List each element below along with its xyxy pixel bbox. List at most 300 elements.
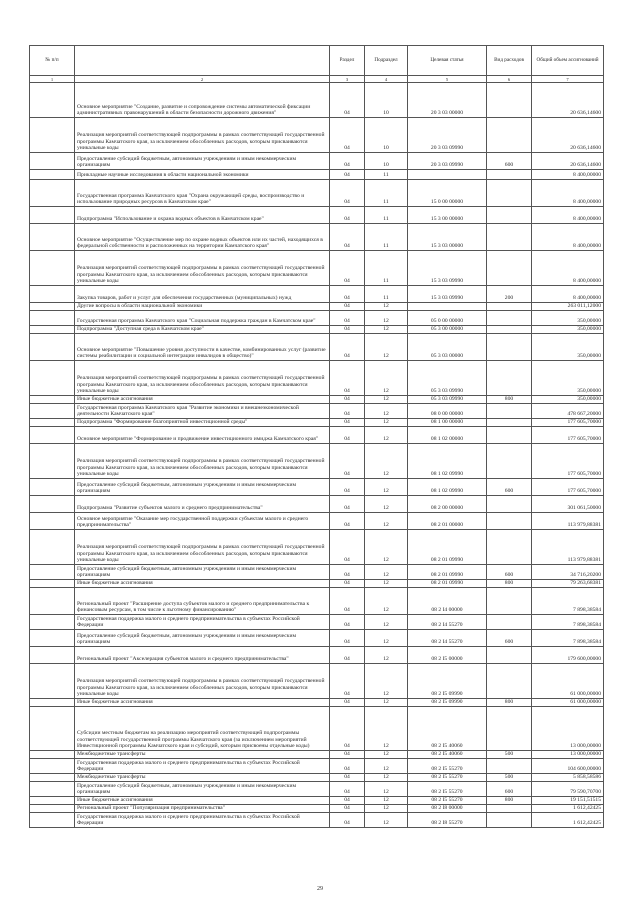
target-article-cell: 20 3 03 09990 [408,118,487,153]
target-article-cell: 05 3 03 09990 [408,361,487,396]
item-name-cell: Реализация мероприятий соответствующей подпрограммы в рамках соответствующей государственной программы Камчатского края, за исключением обособленных расходов, которым присваиваются уникальные коды [75,118,330,153]
header-razdel: Раздел [330,46,365,76]
expense-type-cell [487,404,532,419]
row-number-cell [30,479,75,496]
row-number-cell [30,707,75,751]
razdel-cell: 04 [330,326,365,334]
target-article-cell: 15 0 00 00000 [408,180,487,207]
column-index-row [30,76,604,83]
razdel-cell: 04 [330,782,365,797]
expense-type-cell [487,427,532,444]
table-row [30,759,604,774]
podrazdel-cell: 12 [365,664,408,699]
expense-type-cell: 600 [487,782,532,797]
row-number-cell [30,664,75,699]
target-article-cell: 08 2 I5 40060 [408,751,487,759]
target-article-cell: 08 2 I4 55270 [408,630,487,647]
table-row [30,444,604,479]
item-name-cell: Реализация мероприятий соответствующей подпрограммы в рамках соответствующей государственной программы Камчатского края, за исключением обособленных расходов, которым присваиваются уникальные коды [75,530,330,565]
table-row [30,427,604,444]
total-cell: 7 898,38584 [532,588,604,615]
budget-table [29,45,604,828]
item-name-cell: Государственная программа Камчатского края "Социальная поддержка граждан в Камчатском крае" [75,311,330,326]
razdel-cell: 04 [330,615,365,630]
table-row [30,303,604,311]
razdel-cell: 04 [330,83,365,118]
podrazdel-cell: 12 [365,588,408,615]
page-number: 29 [317,886,323,892]
item-name-cell: Основное мероприятие "Формирование и продвижение инвестиционного имиджа Камчатского края" [75,427,330,444]
item-name-cell: Подпрограмма "Использование и охрана водных объектов в Камчатском крае" [75,207,330,224]
total-cell: 1 612,42425 [532,813,604,828]
item-name-cell: Подпрограмма "Развитие субъектов малого и среднего предпринимательства" [75,496,330,513]
expense-type-cell [487,615,532,630]
table-row [30,813,604,828]
item-name-cell: Предоставление субсидий бюджетным, автономным учреждениям и иным некоммерческим организациям [75,565,330,580]
target-article-cell: 20 3 03 09990 [408,153,487,170]
expense-type-cell: 800 [487,396,532,404]
table-row [30,496,604,513]
total-cell: 350,00000 [532,396,604,404]
row-number-cell [30,427,75,444]
row-number-cell [30,207,75,224]
podrazdel-cell: 12 [365,751,408,759]
target-article-cell: 08 2 I4 00000 [408,588,487,615]
table-row [30,334,604,361]
table-row [30,513,604,530]
expense-type-cell [487,361,532,396]
header-total: Общий объем ассигнований [532,46,604,76]
razdel-cell: 04 [330,361,365,396]
item-name-cell: Предоставление субсидий бюджетным, автономным учреждениям и иным некоммерческим организациям [75,630,330,647]
table-header-row [30,46,604,76]
razdel-cell: 04 [330,404,365,419]
target-article-cell: 15 3 00 00000 [408,207,487,224]
expense-type-cell [487,334,532,361]
row-number-cell [30,303,75,311]
table-row [30,326,604,334]
table-row [30,311,604,326]
podrazdel-cell: 12 [365,513,408,530]
target-article-cell: 08 1 00 00000 [408,419,487,427]
item-name-cell: Иные бюджетные ассигнования [75,396,330,404]
razdel-cell: 04 [330,530,365,565]
target-article-cell [408,170,487,180]
podrazdel-cell: 10 [365,153,408,170]
total-cell: 5 858,58586 [532,774,604,782]
expense-type-cell [487,647,532,664]
expense-type-cell: 600 [487,630,532,647]
podrazdel-cell: 12 [365,419,408,427]
total-cell: 350,00000 [532,326,604,334]
razdel-cell: 04 [330,647,365,664]
table-row [30,774,604,782]
target-article-cell: 08 2 I5 00000 [408,647,487,664]
target-article-cell: 08 1 02 09990 [408,444,487,479]
table-row [30,118,604,153]
total-cell: 13 000,00000 [532,751,604,759]
table-row [30,251,604,286]
podrazdel-cell: 12 [365,699,408,707]
item-name-cell: Иные бюджетные ассигнования [75,699,330,707]
row-number-cell [30,647,75,664]
total-cell: 7 898,38584 [532,630,604,647]
target-article-cell: 08 2 01 00000 [408,513,487,530]
target-article-cell: 08 2 I5 55270 [408,759,487,774]
row-number-cell [30,396,75,404]
razdel-cell: 04 [330,180,365,207]
index-cell: 7 [532,76,604,83]
row-number-cell [30,496,75,513]
podrazdel-cell: 11 [365,286,408,303]
table-row [30,647,604,664]
total-cell: 177 605,70000 [532,427,604,444]
razdel-cell: 04 [330,419,365,427]
item-name-cell: Закупка товаров, работ и услуг для обеспечения государственных (муниципальных) нужд [75,286,330,303]
row-number-cell [30,615,75,630]
header-target-article: Целевая статья [408,46,487,76]
expense-type-cell [487,759,532,774]
row-number-cell [30,774,75,782]
index-cell: 1 [30,76,75,83]
table-row [30,170,604,180]
table-row [30,530,604,565]
item-name-cell: Региональный проект "Популяризация предпринимательства" [75,805,330,813]
razdel-cell: 04 [330,303,365,311]
target-article-cell: 08 2 I5 55270 [408,782,487,797]
row-number-cell [30,588,75,615]
item-name-cell: Подпрограмма "Доступная среда в Камчатском крае" [75,326,330,334]
expense-type-cell: 200 [487,286,532,303]
expense-type-cell [487,813,532,828]
target-article-cell: 08 2 I8 55270 [408,813,487,828]
total-cell: 19 151,51515 [532,797,604,805]
expense-type-cell: 800 [487,699,532,707]
table-row [30,224,604,251]
expense-type-cell [487,180,532,207]
total-cell: 104 600,00000 [532,759,604,774]
razdel-cell: 04 [330,479,365,496]
row-number-cell [30,224,75,251]
row-number-cell [30,513,75,530]
row-number-cell [30,170,75,180]
total-cell: 179 600,00000 [532,647,604,664]
razdel-cell: 04 [330,664,365,699]
row-number-cell [30,630,75,647]
expense-type-cell [487,83,532,118]
index-cell: 5 [408,76,487,83]
total-cell: 61 000,00000 [532,664,604,699]
table-row [30,83,604,118]
podrazdel-cell: 12 [365,759,408,774]
podrazdel-cell: 12 [365,303,408,311]
razdel-cell: 04 [330,751,365,759]
total-cell: 177 605,70000 [532,444,604,479]
table-row [30,361,604,396]
podrazdel-cell: 12 [365,813,408,828]
expense-type-cell [487,530,532,565]
expense-type-cell: 600 [487,565,532,580]
razdel-cell: 04 [330,513,365,530]
podrazdel-cell: 12 [365,630,408,647]
target-article-cell: 08 2 I5 09990 [408,699,487,707]
expense-type-cell [487,419,532,427]
razdel-cell: 04 [330,707,365,751]
total-cell: 34 716,20200 [532,565,604,580]
table-row [30,180,604,207]
row-number-cell [30,530,75,565]
total-cell: 113 979,88381 [532,530,604,565]
item-name-cell: Региональный проект "Акселерация субъектов малого и среднего предпринимательства" [75,647,330,664]
podrazdel-cell: 12 [365,496,408,513]
podrazdel-cell: 12 [365,396,408,404]
item-name-cell: Иные бюджетные ассигнования [75,797,330,805]
row-number-cell [30,419,75,427]
razdel-cell: 04 [330,565,365,580]
item-name-cell: Основное мероприятие "Создание, развитие и сопровождение системы автоматической фиксации административных правонарушений в области безопасности дорожного движения" [75,83,330,118]
header-name [75,46,330,76]
item-name-cell: Субсидии местным бюджетам на реализацию мероприятий соответствующей подпрограммы соответствующей государственной программы Камчатского края (за исключением мероприятий Инвестиционной программы Камчатского края и субсидий, которым присвоены отдельные коды) [75,707,330,751]
podrazdel-cell: 10 [365,83,408,118]
razdel-cell: 04 [330,153,365,170]
razdel-cell: 04 [330,251,365,286]
table-row [30,805,604,813]
row-number-cell [30,782,75,797]
razdel-cell: 04 [330,207,365,224]
item-name-cell: Подпрограмма "Формирование благоприятной инвестиционной среды" [75,419,330,427]
target-article-cell: 08 2 I5 55270 [408,774,487,782]
row-number-cell [30,326,75,334]
podrazdel-cell: 12 [365,615,408,630]
item-name-cell: Другие вопросы в области национальной экономики [75,303,330,311]
expense-type-cell [487,251,532,286]
index-cell: 2 [75,76,330,83]
expense-type-cell [487,496,532,513]
total-cell: 113 979,88381 [532,513,604,530]
item-name-cell: Предоставление субсидий бюджетным, автономным учреждениям и иным некоммерческим организациям [75,153,330,170]
total-cell: 20 636,14600 [532,153,604,170]
target-article-cell: 08 1 02 09990 [408,479,487,496]
podrazdel-cell: 11 [365,224,408,251]
target-article-cell: 15 3 03 09990 [408,251,487,286]
target-article-cell: 08 2 I5 09990 [408,664,487,699]
target-article-cell: 08 2 I5 40060 [408,707,487,751]
razdel-cell: 04 [330,311,365,326]
row-number-cell [30,83,75,118]
row-number-cell [30,334,75,361]
target-article-cell: 05 3 03 00000 [408,334,487,361]
header-podrazdel: Подраздел [365,46,408,76]
table-row [30,630,604,647]
podrazdel-cell: 12 [365,479,408,496]
expense-type-cell [487,170,532,180]
table-row [30,286,604,303]
total-cell: 7 898,38584 [532,615,604,630]
razdel-cell: 04 [330,170,365,180]
item-name-cell: Основное мероприятие "Повышение уровня доступности в качестве, комбинированных услуг (развитие системы реабилитации и социальной интеграции инвалидов в общество)" [75,334,330,361]
total-cell: 13 000,00000 [532,707,604,751]
row-number-cell [30,251,75,286]
row-number-cell [30,180,75,207]
podrazdel-cell: 12 [365,404,408,419]
table-row [30,782,604,797]
row-number-cell [30,813,75,828]
item-name-cell: Реализация мероприятий соответствующей подпрограммы в рамках соответствующей государственной программы Камчатского края, за исключением обособленных расходов, которым присваиваются уникальные коды [75,444,330,479]
podrazdel-cell: 12 [365,334,408,361]
podrazdel-cell: 11 [365,251,408,286]
index-cell: 6 [487,76,532,83]
total-cell: 20 636,14600 [532,83,604,118]
expense-type-cell [487,118,532,153]
item-name-cell: Государственная поддержка малого и среднего предпринимательства в субъектах Российской Федерации [75,615,330,630]
item-name-cell: Реализация мероприятий соответствующей подпрограммы в рамках соответствующей государственной программы Камчатского края, за исключением обособленных расходов, которым присваиваются уникальные коды [75,251,330,286]
podrazdel-cell: 12 [365,427,408,444]
podrazdel-cell: 10 [365,118,408,153]
item-name-cell: Реализация мероприятий соответствующей подпрограммы в рамках соответствующей государственной программы Камчатского края, за исключением обособленных расходов, которым присваиваются уникальные коды [75,664,330,699]
item-name-cell: Государственная поддержка малого и среднего предпринимательства в субъектах Российской Федерации [75,759,330,774]
item-name-cell: Государственная поддержка малого и среднего предпринимательства в субъектах Российской Федерации [75,813,330,828]
expense-type-cell [487,444,532,479]
total-cell: 61 000,00000 [532,699,604,707]
target-article-cell: 08 2 01 09990 [408,565,487,580]
razdel-cell: 04 [330,444,365,479]
total-cell: 79 590,70700 [532,782,604,797]
row-number-cell [30,153,75,170]
index-cell: 4 [365,76,408,83]
header-number: № п/п [30,46,75,76]
podrazdel-cell: 12 [365,707,408,751]
table-row [30,664,604,699]
podrazdel-cell: 11 [365,180,408,207]
table-row [30,699,604,707]
total-cell: 8 400,00000 [532,251,604,286]
razdel-cell: 04 [330,774,365,782]
podrazdel-cell: 12 [365,774,408,782]
expense-type-cell: 800 [487,797,532,805]
expense-type-cell [487,588,532,615]
table-row [30,615,604,630]
row-number-cell [30,751,75,759]
razdel-cell: 04 [330,286,365,303]
razdel-cell: 04 [330,805,365,813]
row-number-cell [30,580,75,588]
expense-type-cell: 800 [487,580,532,588]
index-cell: 3 [330,76,365,83]
total-cell: 301 061,50000 [532,496,604,513]
expense-type-cell [487,224,532,251]
item-name-cell: Межбюджетные трансферты [75,751,330,759]
target-article-cell [408,303,487,311]
podrazdel-cell: 11 [365,170,408,180]
target-article-cell: 08 1 02 00000 [408,427,487,444]
row-number-cell [30,311,75,326]
table-row [30,404,604,419]
expense-type-cell [487,513,532,530]
target-article-cell: 08 0 00 00000 [408,404,487,419]
razdel-cell: 04 [330,396,365,404]
podrazdel-cell: 12 [365,647,408,664]
target-article-cell: 08 2 I5 55270 [408,797,487,805]
target-article-cell: 05 3 03 09990 [408,396,487,404]
podrazdel-cell: 11 [365,207,408,224]
row-number-cell [30,565,75,580]
table-row [30,153,604,170]
target-article-cell: 08 2 I4 55270 [408,615,487,630]
expense-type-cell [487,207,532,224]
expense-type-cell [487,664,532,699]
table-row [30,396,604,404]
razdel-cell: 04 [330,496,365,513]
total-cell: 8 400,00000 [532,170,604,180]
item-name-cell: Государственная программа Камчатского края "Развитие экономики и внешнеэкономической деятельности Камчатского края" [75,404,330,419]
table-row [30,565,604,580]
razdel-cell: 04 [330,580,365,588]
podrazdel-cell: 12 [365,311,408,326]
header-expense-type: Вид расходов [487,46,532,76]
table-row [30,207,604,224]
razdel-cell: 04 [330,699,365,707]
item-name-cell: Иные бюджетные ассигнования [75,580,330,588]
item-name-cell: Основное мероприятие "Осуществление мер по охране водных объектов или их частей, находящихся в федеральной собственности и расположенных на территории Камчатского края" [75,224,330,251]
table-row [30,580,604,588]
total-cell: 1 612,42425 [532,805,604,813]
expense-type-cell [487,707,532,751]
total-cell: 177 605,70000 [532,419,604,427]
target-article-cell: 15 3 03 00000 [408,224,487,251]
table-row [30,479,604,496]
table-body [30,76,604,828]
expense-type-cell: 600 [487,153,532,170]
razdel-cell: 04 [330,630,365,647]
total-cell: 350,00000 [532,361,604,396]
item-name-cell: Прикладные научные исследования в области национальной экономики [75,170,330,180]
podrazdel-cell: 12 [365,326,408,334]
row-number-cell [30,361,75,396]
item-name-cell: Реализация мероприятий соответствующей подпрограммы в рамках соответствующей государственной программы Камчатского края, за исключением обособленных расходов, которым присваиваются уникальные коды [75,361,330,396]
row-number-cell [30,118,75,153]
target-article-cell: 08 2 00 00000 [408,496,487,513]
table-row [30,751,604,759]
row-number-cell [30,805,75,813]
razdel-cell: 04 [330,427,365,444]
expense-type-cell: 500 [487,774,532,782]
target-article-cell: 15 3 03 09990 [408,286,487,303]
total-cell: 79 263,68381 [532,580,604,588]
item-name-cell: Предоставление субсидий бюджетным, автономным учреждениям и иным некоммерческим организациям [75,782,330,797]
total-cell: 20 636,14600 [532,118,604,153]
expense-type-cell: 600 [487,479,532,496]
podrazdel-cell: 12 [365,565,408,580]
expense-type-cell [487,805,532,813]
razdel-cell: 04 [330,334,365,361]
row-number-cell [30,404,75,419]
podrazdel-cell: 12 [365,361,408,396]
expense-type-cell [487,326,532,334]
target-article-cell: 05 0 00 00000 [408,311,487,326]
target-article-cell: 08 2 01 09990 [408,580,487,588]
total-cell: 478 667,20000 [532,404,604,419]
total-cell: 8 400,00000 [532,286,604,303]
podrazdel-cell: 12 [365,782,408,797]
item-name-cell: Межбюджетные трансферты [75,774,330,782]
podrazdel-cell: 12 [365,797,408,805]
row-number-cell [30,699,75,707]
row-number-cell [30,444,75,479]
target-article-cell: 08 2 I8 00000 [408,805,487,813]
item-name-cell: Предоставление субсидий бюджетным, автономным учреждениям и иным некоммерческим организациям [75,479,330,496]
podrazdel-cell: 12 [365,805,408,813]
razdel-cell: 04 [330,797,365,805]
